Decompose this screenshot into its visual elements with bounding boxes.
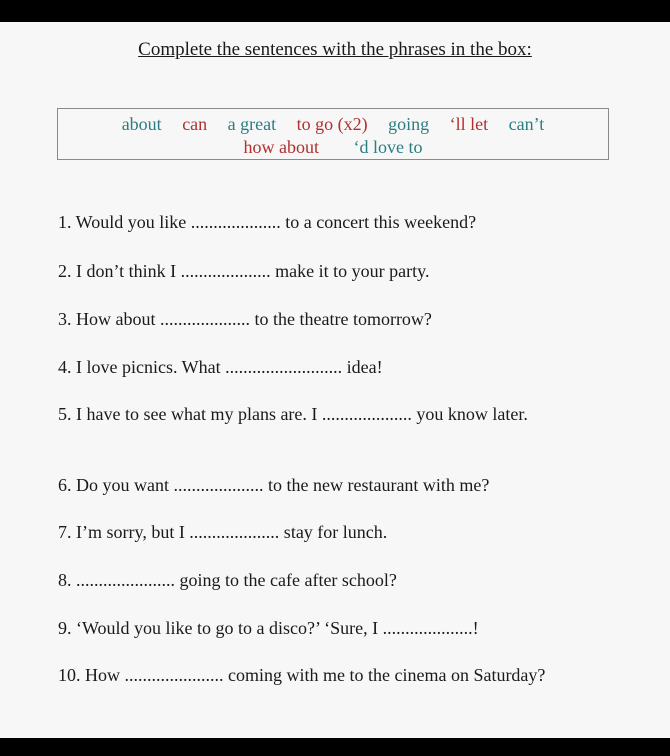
question-5: 5. I have to see what my plans are. I .................... you know later. <box>58 404 528 424</box>
question-9: 9. ‘Would you like to go to a disco?’ ‘Sure, I ....................! <box>58 618 479 638</box>
phrase-cant: can’t <box>508 114 545 134</box>
question-10: 10. How ...................... coming with me to the cinema on Saturday? <box>58 665 546 685</box>
phrase-to-go: to go (x2) <box>296 114 368 134</box>
phrase-row-2 <box>58 137 608 158</box>
phrase-row-1 <box>58 114 608 135</box>
phrase-can: can <box>182 114 208 134</box>
bottom-bar <box>0 738 670 756</box>
question-1: 1. Would you like .................... to a concert this weekend? <box>58 212 477 232</box>
question-2: 2. I don’t think I .................... make it to your party. <box>58 261 430 281</box>
phrase-going: going <box>388 114 430 134</box>
question-6: 6. Do you want .................... to the new restaurant with me? <box>58 475 490 495</box>
question-3: 3. How about .................... to the theatre tomorrow? <box>58 309 432 329</box>
phrase-d-love-to: ‘d love to <box>353 137 423 157</box>
question-8: 8. ...................... going to the cafe after school? <box>58 570 397 590</box>
worksheet-title: Complete the sentences with the phrases in the box: <box>138 39 532 60</box>
question-7: 7. I’m sorry, but I .................... stay for lunch. <box>58 522 388 542</box>
phrase-a-great: a great <box>227 114 277 134</box>
question-4: 4. I love picnics. What .......................... idea! <box>58 357 383 377</box>
phrase-ll-let: ‘ll let <box>449 114 489 134</box>
phrase-about: about <box>121 114 162 134</box>
worksheet-page <box>0 22 670 738</box>
phrase-box <box>57 108 609 160</box>
phrase-how-about: how about <box>243 137 319 157</box>
